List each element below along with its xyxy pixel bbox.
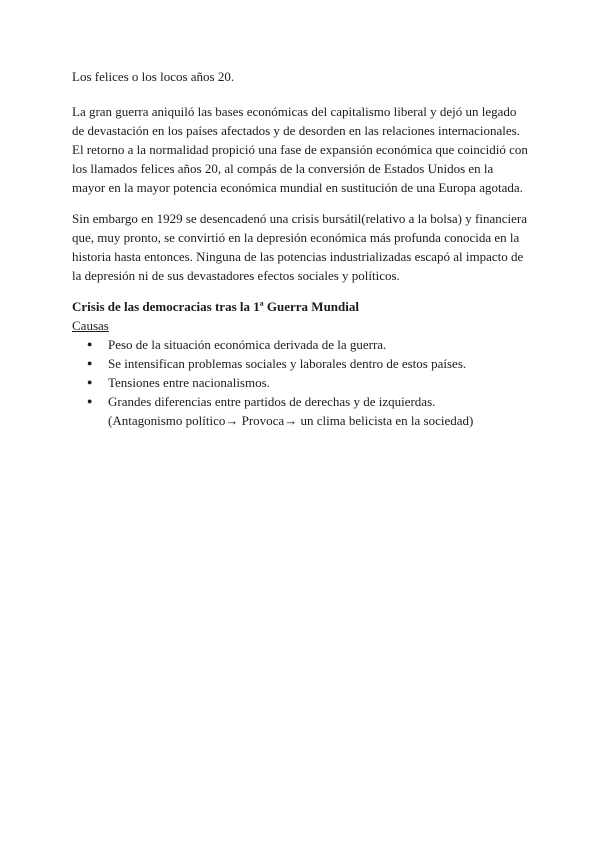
causes-label-line (72, 316, 528, 335)
doc-title: Los felices o los locos años 20. (72, 69, 235, 84)
bullet-item (72, 392, 528, 430)
bullet-continuation: (Antagonismo político→ Provoca→ un clima belicista en la sociedad) (108, 413, 474, 428)
bullet-item: ● Peso de la situación económica derivada de la guerra. (72, 335, 528, 354)
causes-label: Causas (72, 318, 109, 333)
paragraph-1: La gran guerra aniquiló las bases económicas del capitalismo liberal y dejó un legado de devastación en los países afectados y de desorden en las relaciones internacionales. El retorno a la normalidad propició una fase de expansión económica que coincidió con los llamados felices años 20, al compás de la conversión de Estados Unidos en la mayor en la mayor potencia económica mundial en sustitución de una Europa agotada. (72, 104, 528, 195)
section-heading: Crisis de las democracias tras la 1ª Guerra Mundial (72, 299, 359, 314)
paragraph-2: Sin embargo en 1929 se desencadenó una crisis bursátil(relativo a la bolsa) y financiera que, muy pronto, se convirtió en la depresión económica más profunda conocida en la historia hasta entonces. Ninguna de las potencias industrializadas escapó al impacto de la depresión ni de sus devastadores efectos sociales y políticos. (72, 211, 527, 283)
bullet-list (72, 335, 528, 430)
bullet-item: ● Tensiones entre nacionalismos. (72, 373, 528, 392)
bullet-item-text: Grandes diferencias entre partidos de derechas y de izquierdas. (108, 394, 436, 409)
bullet-item: ● Se intensifican problemas sociales y laborales dentro de estos países. (72, 354, 528, 373)
